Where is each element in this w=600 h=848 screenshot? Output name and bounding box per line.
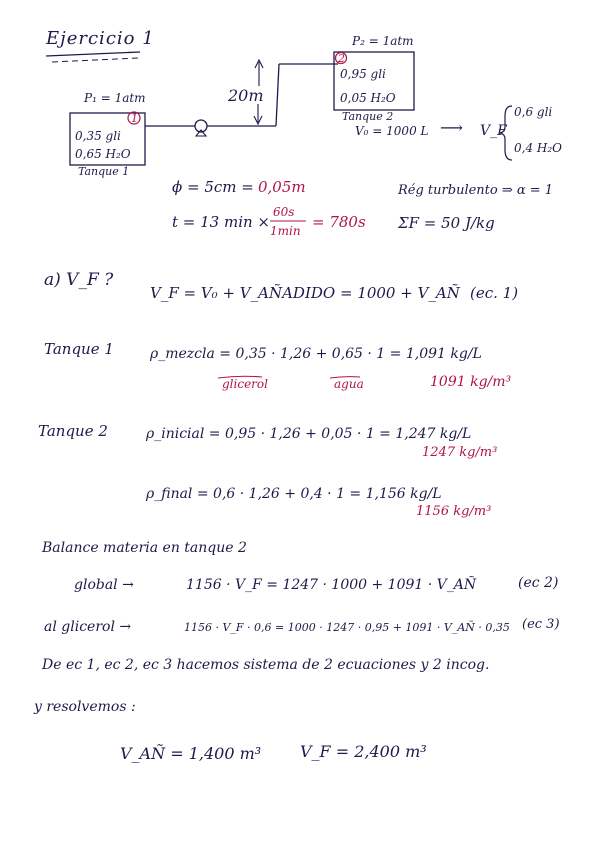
glicerol-balance-label: al glicerol → <box>44 619 132 635</box>
tank1-name: Tanque 1 <box>78 165 130 178</box>
result-v-added: V_AÑ = 1,400 m³ <box>120 744 262 763</box>
time-result: = 780s <box>312 213 366 231</box>
glicerol-balance-equation: 1156 · V_F · 0,6 = 1000 · 1247 · 0,95 + 1091 · V_AÑ · 0,35 <box>184 621 510 634</box>
time-text: t = 13 min × <box>172 213 271 231</box>
part-a-question: a) V_F ? <box>44 270 114 290</box>
solve-line: y resolvemos : <box>34 699 136 715</box>
tank1-composition-gli: 0,35 gli <box>75 129 121 143</box>
title-underline-dashed <box>52 58 138 62</box>
balance-heading: Balance materia en tanque 2 <box>42 540 247 556</box>
friction-text: ΣF = 50 J/kg <box>398 214 495 232</box>
tank2-final-density-equation: ρ_final = 0,6 · 1,26 + 0,4 · 1 = 1,156 kg/L <box>146 486 442 502</box>
system-line: De ec 1, ec 2, ec 3 hacemos sistema de 2 ecuaciones y 2 incog. <box>42 657 490 673</box>
regime-text: Rég turbulento ⇒ α = 1 <box>398 183 554 198</box>
final-arrow: ⟶ <box>440 118 463 137</box>
tank2-marker: 2 <box>338 52 345 65</box>
glicerol-balance-tag: (ec 3) <box>522 617 560 632</box>
tank1-composition-water: 0,65 H₂O <box>75 147 131 161</box>
pipe-riser <box>276 64 279 126</box>
final-volume-label: V_F <box>480 123 507 139</box>
final-composition-gli: 0,6 gli <box>514 105 553 119</box>
tank2-initial-density-equation: ρ_inicial = 0,95 · 1,26 + 0,05 · 1 = 1,247 kg/L <box>146 426 472 442</box>
height-label: 20m <box>228 86 264 105</box>
tank2-volume: V₀ = 1000 L <box>355 124 429 138</box>
tank1-calc-label: Tanque 1 <box>44 340 114 358</box>
tank2-composition-gli: 0,95 gli <box>340 67 386 81</box>
tank2-pressure: P₂ = 1atm <box>352 34 414 48</box>
volume-equation: V_F = V₀ + V_AÑADIDO = 1000 + V_AÑ <box>150 284 460 302</box>
note-glicerol: glicerol <box>222 377 268 391</box>
volume-equation-tag: (ec. 1) <box>470 284 519 302</box>
diameter-value: 0,05m <box>258 178 306 196</box>
tank2-composition-water: 0,05 H₂O <box>340 91 396 105</box>
tank1-marker: 1 <box>131 112 138 125</box>
time-fraction-den: 1min <box>270 224 301 238</box>
tank1-density-result: 1091 kg/m³ <box>430 374 512 390</box>
time-fraction-num: 60s <box>273 205 295 219</box>
tank2-calc-label: Tanque 2 <box>38 422 108 440</box>
result-v-final: V_F = 2,400 m³ <box>300 742 427 761</box>
tank2-initial-density-result: 1247 kg/m³ <box>422 445 498 460</box>
final-composition-water: 0,4 H₂O <box>514 141 563 155</box>
global-balance-equation: 1156 · V_F = 1247 · 1000 + 1091 · V_AÑ <box>186 577 477 593</box>
tank1-density-equation: ρ_mezcla = 0,35 · 1,26 + 0,65 · 1 = 1,091 kg/L <box>150 346 482 362</box>
title-underline <box>46 52 140 56</box>
tank2-name: Tanque 2 <box>342 110 394 123</box>
tank2-final-density-result: 1156 kg/m³ <box>416 504 492 519</box>
note-agua: agua <box>334 377 364 391</box>
tank1-pressure: P₁ = 1atm <box>84 91 146 105</box>
global-balance-tag: (ec 2) <box>518 575 559 591</box>
diameter-text: ϕ = 5cm = <box>172 178 254 196</box>
global-balance-label: global → <box>74 577 134 593</box>
page-title: Ejercicio 1 <box>46 28 155 49</box>
